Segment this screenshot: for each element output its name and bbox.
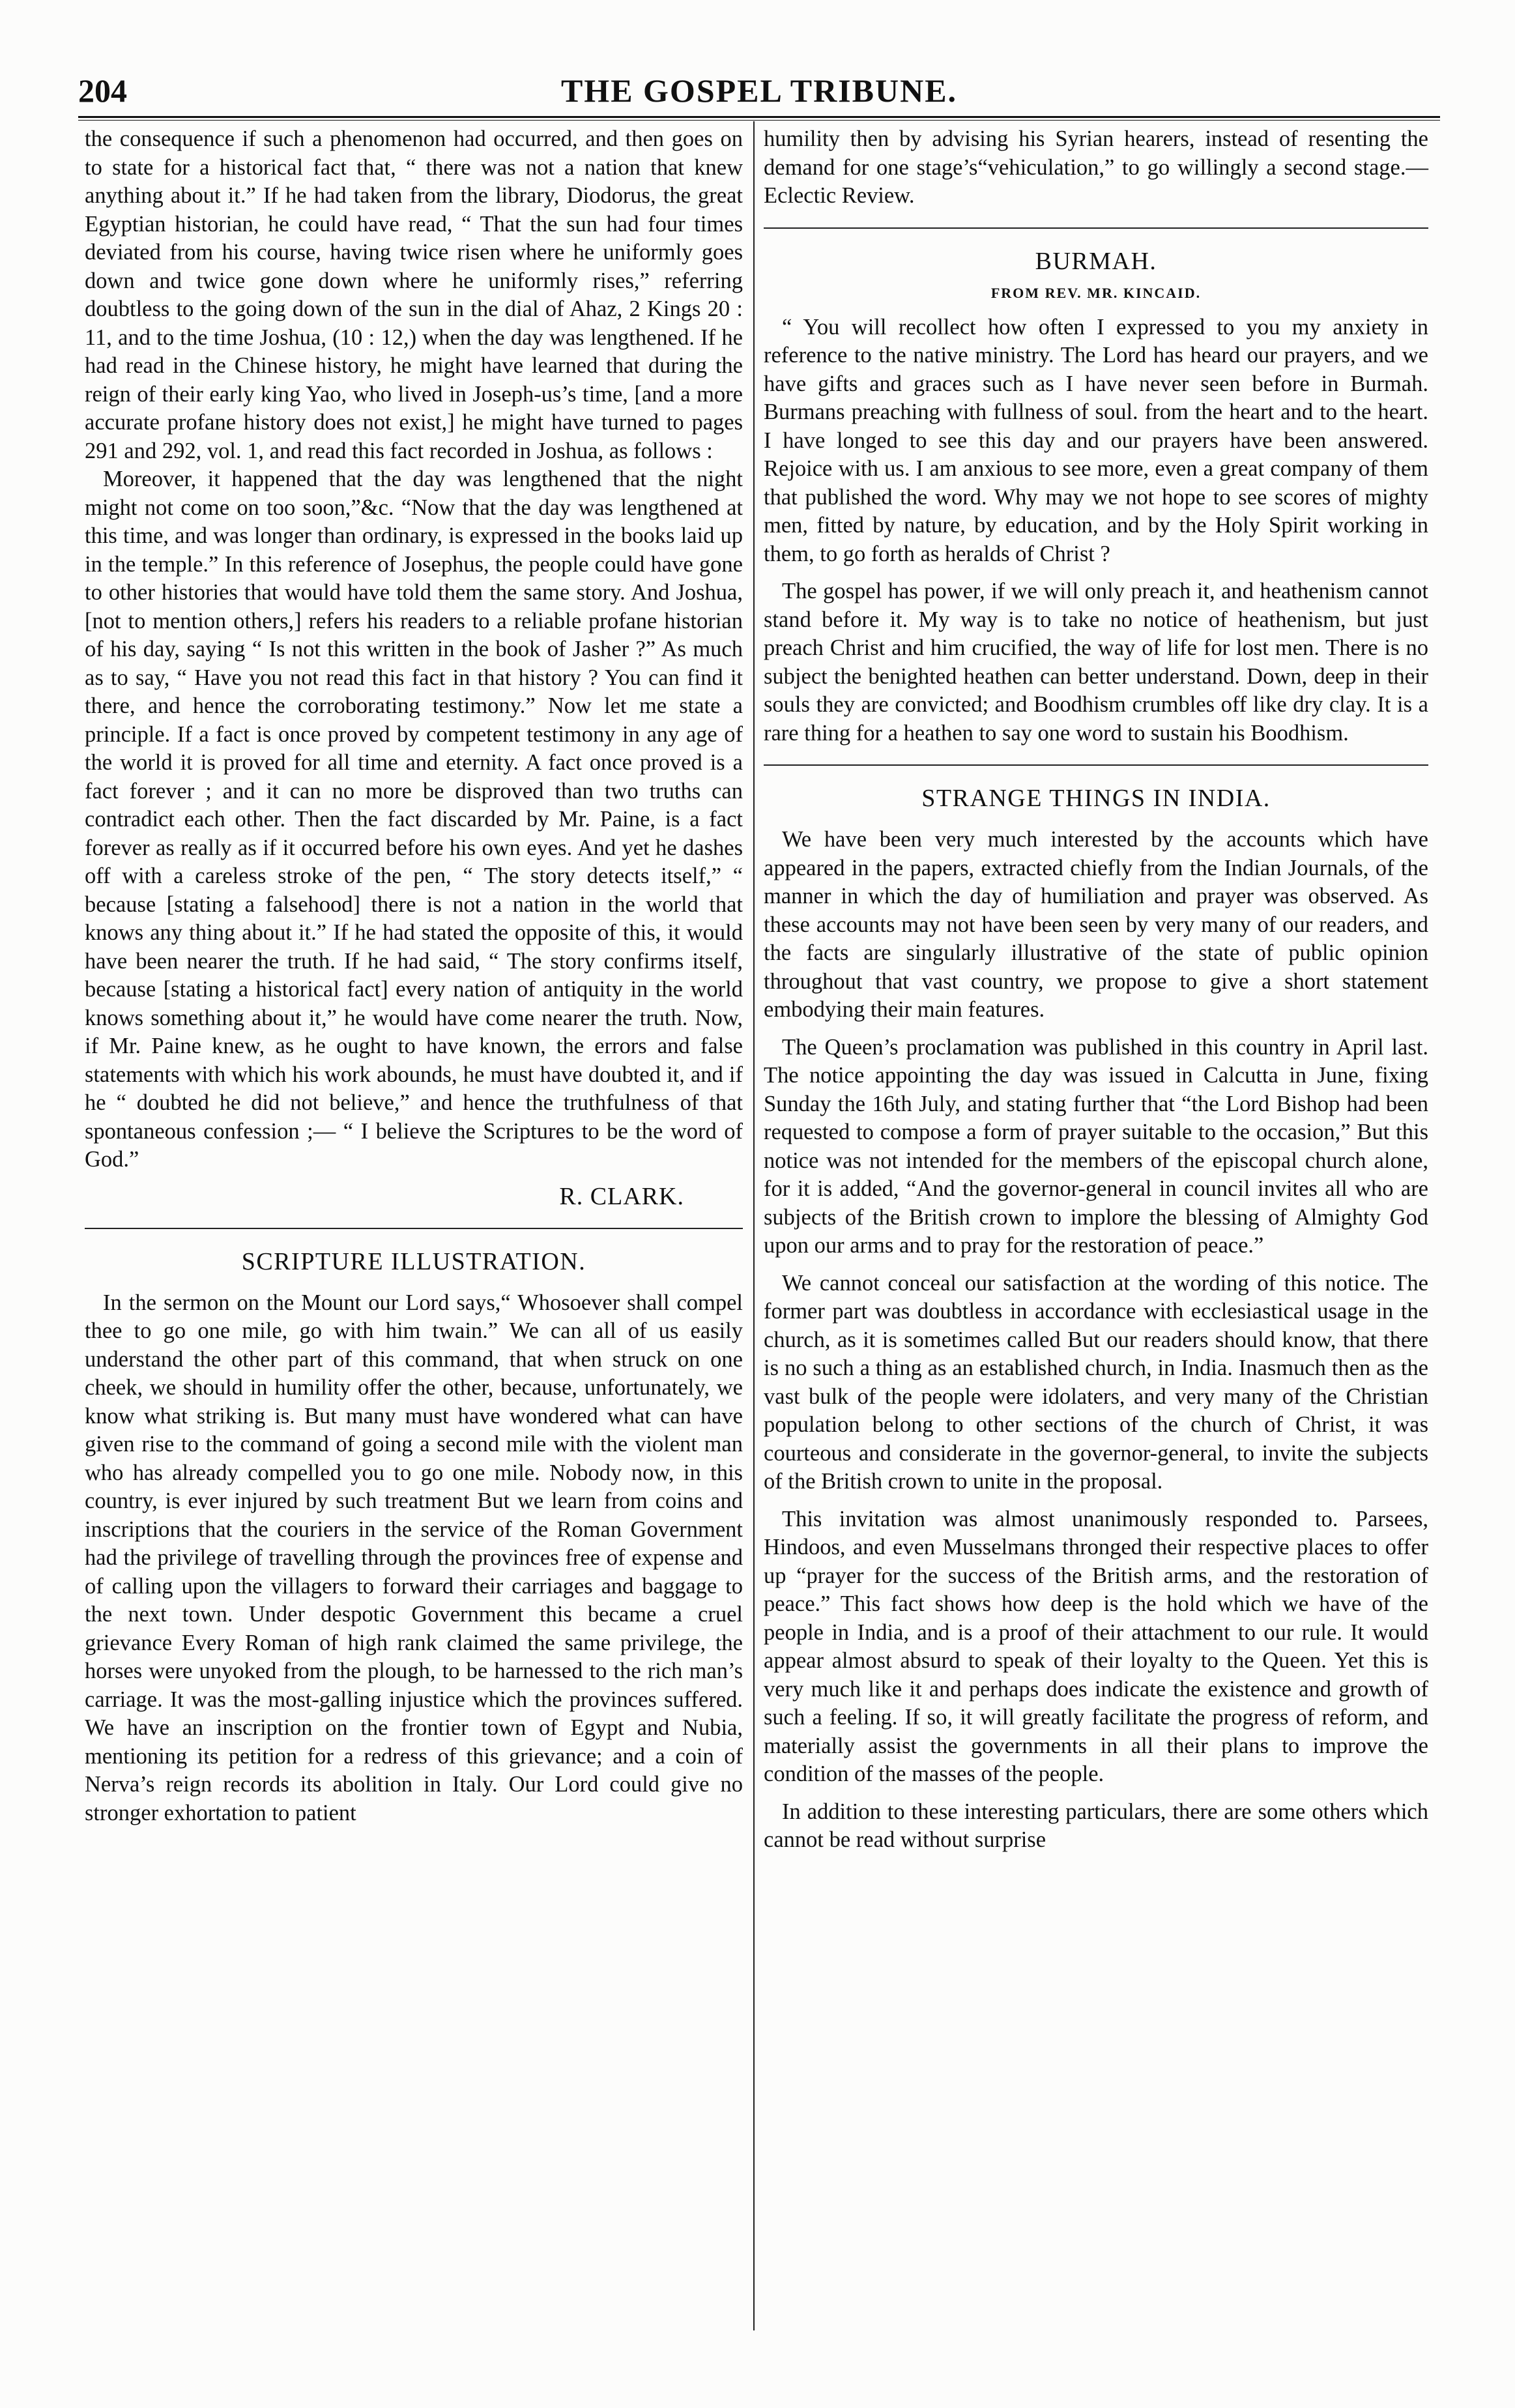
section-title: SCRIPTURE ILLUSTRATION. bbox=[241, 1247, 586, 1275]
section-rule bbox=[764, 764, 1428, 766]
article-paragraph: We have been very much interested by the accounts which have appeared in the papers, extracted chiefly from the Indian Journals, of the manner in which the day of humiliation and prayer was observed. As these accounts may not have been seen by very many of our readers, and the facts are singularly illustrative of the state of public opinion throughout that vast country, we propose to give a short statement embodying their main features. bbox=[764, 827, 1428, 1022]
column-divider bbox=[753, 121, 755, 2330]
article-paine-rebuttal bbox=[85, 125, 743, 1211]
article-paragraph: We cannot conceal our satisfaction at the wording of this notice. The former part was doubtless in accordance with ecclesiastical usage in the church, as it is sometimes called But our readers should know, that there is no such a thing as an established church, in India. Inasmuch then as the vast bulk of the people were idolaters, and very many of the Christian population belong to other sections of the church of Christ, it was courteous and considerate in the governor-general, to invite the subjects of the British crown to unite in the proposal. bbox=[764, 1270, 1428, 1494]
left-column bbox=[85, 125, 743, 1827]
article-paragraph: Moreover, it happened that the day was lengthened that the night might not come on too soon,”&c. “Now that the day was lengthened at this time, and was longer than ordinary, is expressed in the books laid up in the temple.” In this reference of Josephus, the people could have gone to other histories that would have told them the same story. And Joshua, [not to mention others,] refers his readers to a reliable profane historian of his day, saying “ Is not this written in the book of Jasher ?” As much as to say, “ Have you not read this fact in that history ? You can find it there, and hence the corroborating testimony.” Now let me state a principle. If a fact is once proved by competent testimony in any age of the world it is proved for all time and eternity. A fact once proved is a fact forever ; and it can no more be disproved than two truths can contradict each other. Then the fact discarded by Mr. Paine, is a fact forever as really as if it occurred before his own eyes. And yet he dashes off with a careless stroke of the pen, “ The story detects itself,” “ because [stating a falsehood] there is not a nation in the world that knows any thing about it.” If he had stated the opposite of this, it would have been nearer the truth. If he had said, “ The story confirms itself, because [stating a historical fact] every nation of antiquity in the world knows something about it,” he would have come nearer the truth. Now, if Mr. Paine knew, as he ought to have known, the errors and false statements with which his work abounds, he must have doubted it, and if he “ doubted he did not believe,” and hence the truthfulness of that spontaneous confession ;— “ I believe the Scriptures to be the word of God.” bbox=[85, 467, 743, 1172]
article-paragraph: The gospel has power, if we will only preach it, and heathenism cannot stand before it. My way is to take no notice of heathenism, but just preach Christ and him crucified, the way of life for lost men. There is no subject the benighted heathen can better understand. Down, deep in their souls they are convicted; and Boodhism crumbles off like dry clay. It is a rare thing for a heathen to say one word to sustain his Boodhism. bbox=[764, 579, 1428, 746]
article-paragraph: In the sermon on the Mount our Lord says,“ Whosoever shall compel thee to go one mile, go with him twain.” We can all of us easily understand the other part of this command, that when struck on one cheek, we should in humility offer the other, because, unfortunately, we know what striking is. But many must have wondered what can have given rise to the command of going a second mile with the violent man who has already compelled you to go one mile. Nobody now, in this country, is ever injured by such treatment But we learn from coins and inscriptions that the couriers in the service of the Roman Government had the privilege of travelling through the provinces free of expense and of calling upon the villagers to forward their carriages and baggage to the next town. Under despotic Government this became a cruel grievance Every Roman of high rank claimed the same privilege, the horses were unyoked from the plough, to be harnessed to the rich man’s carriage. It was the most-galling injustice which the provinces suffered. We have an inscription on the frontier town of Egypt and Nubia, mentioning its petition for a redress of this grievance; and a coin of Nerva’s reign records its abolition in Italy. Our Lord could give no stronger exhortation to patient bbox=[85, 1290, 743, 1825]
article-scripture-illustration bbox=[85, 1246, 743, 1828]
article-paragraph: “ You will recollect how often I expressed to you my anxiety in reference to the native ministry. The Lord has heard our prayers, and we have gifts and graces such as I have never seen before in Burmah. Burmans preaching with fullness of soul. from the heart and to the heart. I have longed to see this day and our prayers have been answered. Rejoice with us. I am anxious to see more, even a great company of them that published the word. Why may we not hope to see scores of mighty men, fitted by nature, by education, and by the Holy Spirit working in them, to go forth as heralds of Christ ? bbox=[764, 314, 1428, 566]
article-paragraph: The Queen’s proclamation was published in this country in April last. The notice appointing the day was issued in Calcutta in June, fixing Sunday the 16th July, and stating further that “the Lord Bishop had been requested to compose a form of prayer suitable to the occasion,” But this notice was not intended for the members of the episcopal church alone, for it is added, “And the governor-general in council invites all who are subjects of the British crown to implore the blessing of Almighty God upon our arms and to pray for the restoration of peace.” bbox=[764, 1034, 1428, 1258]
article-strange-things-in-india bbox=[764, 783, 1428, 1855]
section-title: STRANGE THINGS IN INDIA. bbox=[921, 785, 1271, 812]
section-rule bbox=[764, 227, 1428, 229]
article-paragraph: humility then by advising his Syrian hearers, instead of resenting the demand for one stage’s“vehiculation,” to go willingly a second stage.—Eclectic Review. bbox=[764, 126, 1428, 208]
section-title: BURMAH. bbox=[1035, 247, 1157, 275]
journal-title: THE GOSPEL TRIBUNE. bbox=[560, 72, 958, 109]
article-scripture-illustration-continued bbox=[764, 125, 1428, 210]
article-paragraph: the consequence if such a phenomenon had occurred, and then goes on to state for a historical fact that, “ there was not a nation that knew anything about it.” If he had taken from the library, Diodorus, the great Egyptian historian, he could have read, “ That the sun had four times deviated from his course, having twice risen where he uniformly goes down and twice gone down where he uniformly rises,” referring doubtless to the going down of the sun in the dial of Ahaz, 2 Kings 20 : 11, and to the time Joshua, (10 : 12,) when the day was lengthened. If he had read in the Chinese history, he might have learned that during the reign of their early king Yao, who lived in Joseph-us’s time, [and a more accurate profane history does not exist,] he might have turned to pages 291 and 292, vol. 1, and read this fact recorded in Joshua, as follows : bbox=[85, 126, 743, 463]
section-rule bbox=[85, 1228, 743, 1229]
article-burmah bbox=[764, 246, 1428, 748]
page-number: 204 bbox=[78, 72, 127, 109]
article-paragraph: This invitation was almost unanimously responded to. Parsees, Hindoos, and even Musselmans thronged their respective places to offer up “prayer for the success of the British arms, and the restoration of peace.” This fact shows how deep is the hold which we have of the people in India, and is a proof of their attachment to our rule. It would appear almost absurd to speak of their loyalty to the Queen. Yet this is very much like it and perhaps does indicate the existence and growth of such a feeling. If so, it will greatly facilitate the progress of reform, and materially assist the governments in all their plans to improve the condition of the masses of the people. bbox=[764, 1506, 1428, 1786]
article-signature: R. CLARK. bbox=[559, 1182, 684, 1210]
article-paragraph: In addition to these interesting particulars, there are some others which cannot be read without surprise bbox=[764, 1799, 1428, 1852]
header-rule bbox=[78, 116, 1440, 121]
page-header bbox=[78, 68, 1440, 113]
right-column bbox=[764, 125, 1428, 1855]
article-byline: FROM REV. MR. KINCAID. bbox=[990, 284, 1202, 301]
